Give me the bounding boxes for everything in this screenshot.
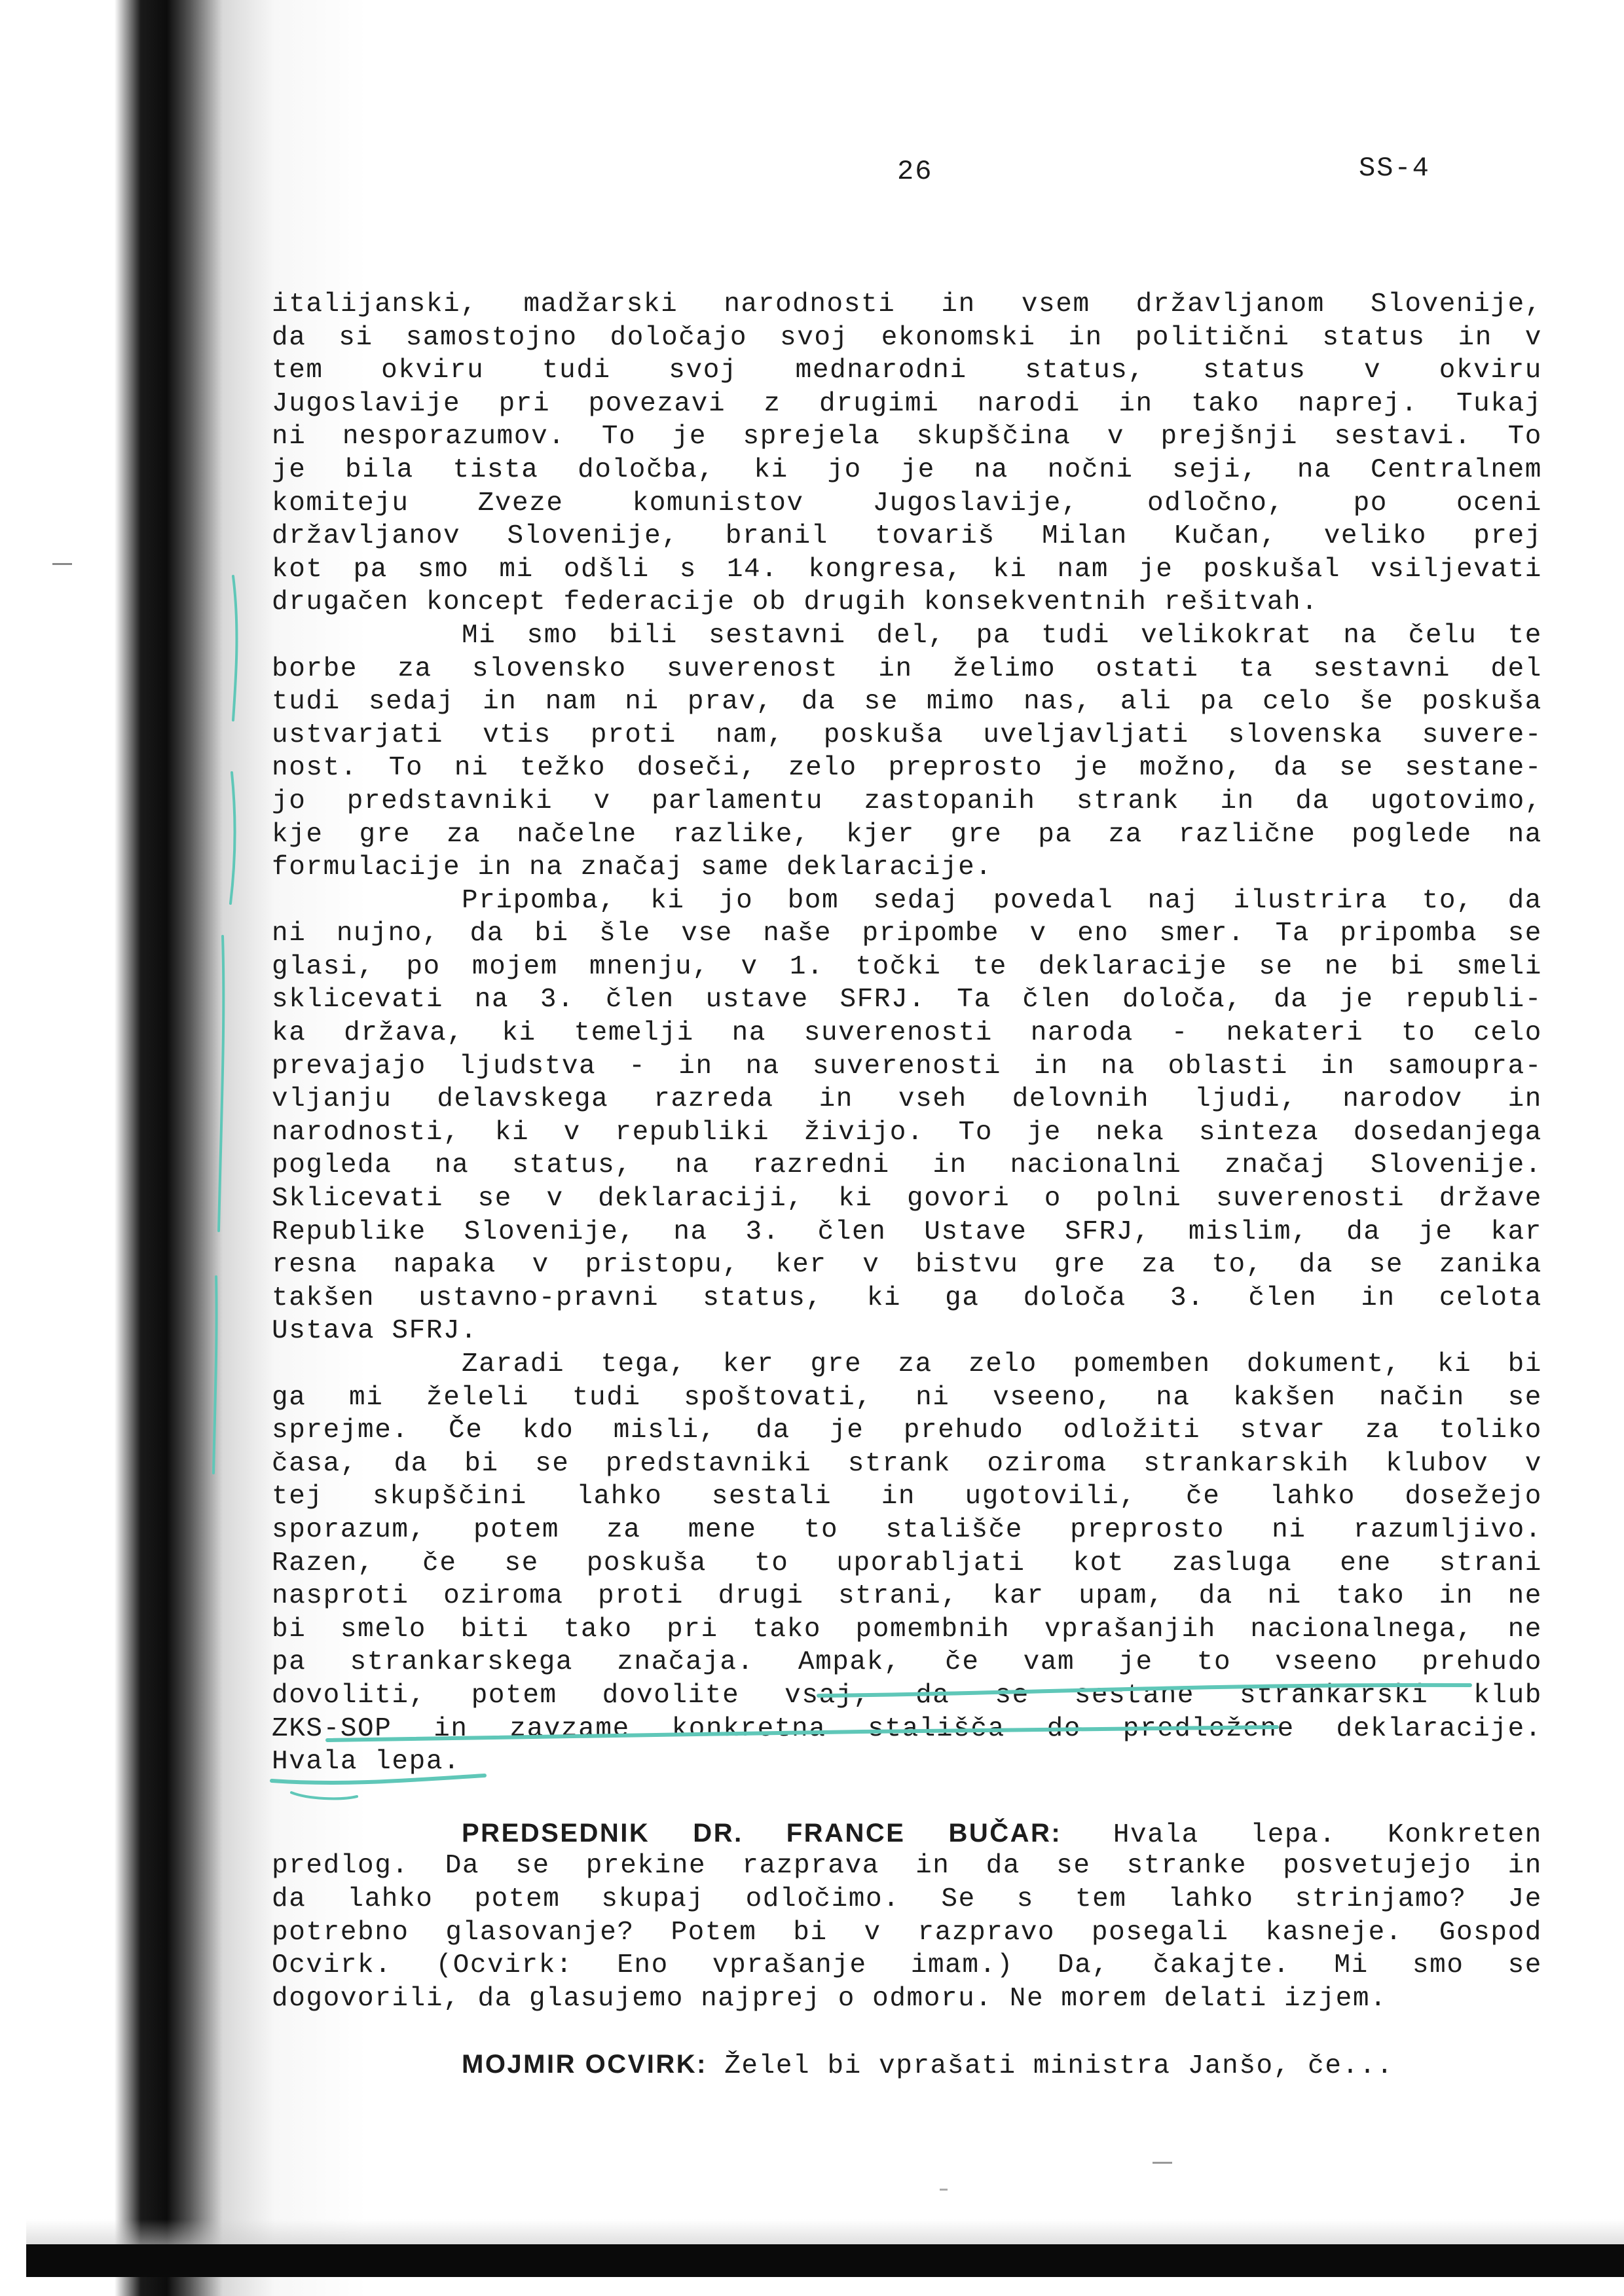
text-line: dovoliti, potem dovolite vsaj, da se sestane strankarski klub <box>272 1680 1542 1711</box>
text-line: prevajajo ljudstva - in na suverenosti in na oblasti in samoupra- <box>272 1051 1542 1082</box>
text-line: predlog. Da se prekine razprava in da se stranke posvetujejo in <box>272 1851 1542 1882</box>
text-line: drugačen koncept federacije ob drugih konsekventnih rešitvah. <box>272 587 1319 618</box>
scan-mark <box>940 2189 948 2191</box>
speech-gap <box>272 2015 1542 2048</box>
speaker-name: MOJMIR OCVIRK: <box>462 2050 707 2079</box>
text-line: sprejme. Če kdo misli, da je prehudo odložiti stvar za toliko <box>272 1415 1542 1446</box>
text-line: da lahko potem skupaj odločimo. Se s tem lahko strinjamo? Je <box>272 1884 1542 1914</box>
paragraph-2 <box>272 619 1542 884</box>
text-line: ka država, ki temelji na suverenosti naroda - nekateri to celo <box>272 1018 1542 1049</box>
text-line: Ustava SFRJ. <box>272 1316 478 1347</box>
text-line: formulacije in na značaj same deklaracije. <box>272 852 993 883</box>
speaker-name: PREDSEDNIK DR. FRANCE BUČAR: <box>462 1818 1062 1848</box>
text-line: italijanski, madžarski narodnosti in vsem državljanom Slovenije, <box>272 289 1542 319</box>
text-line: Mi smo bili sestavni del, pa tudi velikokrat na čelu te <box>462 620 1542 651</box>
text-line: ni nesporazumov. To je sprejela skupščina v prejšnji sestavi. To <box>272 422 1542 452</box>
text-line: Jugoslavije pri povezavi z drugimi narodi in tako naprej. Tukaj <box>272 388 1542 419</box>
text-line: kot pa smo mi odšli s 14. kongresa, ki nam je poskušal vsiljevati <box>272 554 1542 585</box>
text-line: ga mi želeli tudi spoštovati, ni vseeno, na kakšen način se <box>272 1382 1542 1413</box>
text-line: bi smelo biti tako pri tako pomembnih vprašanjih nacionalnega, ne <box>272 1614 1542 1645</box>
page-number: 26 <box>897 156 933 187</box>
text-line: časa, da bi se predstavniki strank oziroma strankarskih klubov v <box>272 1448 1542 1479</box>
text-line: Pripomba, ki jo bom sedaj povedal naj ilustrira to, da <box>462 885 1542 916</box>
speech-bucar <box>272 1817 1542 2016</box>
text-line: pa strankarskega značaja. Ampak, če vam je to vseeno prehudo <box>272 1647 1542 1678</box>
text-line: jo predstavniki v parlamentu zastopanih strank in da ugotovimo, <box>272 786 1542 816</box>
text-line: glasi, po mojem mnenju, v 1. točki te deklaracije se ne bi smeli <box>272 951 1542 982</box>
speech-opening-line <box>272 2048 1542 2081</box>
text-line: kje gre za načelne razlike, kjer gre pa za različne poglede na <box>272 819 1542 850</box>
text-line: državljanov Slovenije, branil tovariš Milan Kučan, veliko prej <box>272 521 1542 552</box>
paragraph-4 <box>272 1348 1542 1779</box>
text-line: tudi sedaj in nam ni prav, da se mimo nas, ali pa celo še poskuša <box>272 687 1542 718</box>
text-line: tem okviru tudi svoj mednarodni status, status v okviru <box>272 355 1542 386</box>
text-line: sklicevati na 3. člen ustave SFRJ. Ta člen določa, da je republi- <box>272 985 1542 1015</box>
text-line: ni nujno, da bi šle vse naše pripombe v eno smer. Ta pripomba se <box>272 919 1542 949</box>
text-line: pogleda na status, na razredni in nacionalni značaj Slovenije. <box>272 1150 1542 1181</box>
text-line: potrebno glasovanje? Potem bi v razpravo posegali kasneje. Gospod <box>272 1917 1542 1948</box>
text-line: da si samostojno določajo svoj ekonomski in politični status in v <box>272 322 1542 353</box>
text-line: komiteju Zveze komunistov Jugoslavije, odločno, po oceni <box>272 488 1542 519</box>
speech-opening-line <box>272 1817 1542 1850</box>
scan-bottom-edge <box>26 2244 1624 2277</box>
text-line: narodnosti, ki v republiki živijo. To je neka sinteza dosedanjega <box>272 1117 1542 1148</box>
document-body <box>272 288 1542 2081</box>
text-line: Zaradi tega, ker gre za zelo pomemben dokument, ki bi <box>462 1349 1542 1379</box>
scan-mark <box>1153 2162 1172 2164</box>
text-line: nost. To ni težko doseči, zelo preprosto je možno, da se sestane- <box>272 753 1542 784</box>
speech-first-line: Hvala lepa. Konkreten <box>1113 1819 1542 1850</box>
text-line: nasproti oziroma proti drugi strani, kar upam, da ni tako in ne <box>272 1581 1542 1612</box>
text-line: Hvala lepa. <box>272 1747 461 1777</box>
text-line: je bila tista določba, ki jo je na nočni seji, na Centralnem <box>272 454 1542 485</box>
paragraph-1 <box>272 288 1542 619</box>
text-line: Republike Slovenije, na 3. člen Ustave SFRJ, mislim, da je kar <box>272 1216 1542 1247</box>
text-line: ustvarjati vtis proti nam, poskuša uveljavljati slovenska suvere- <box>272 720 1542 750</box>
speech-ocvirk <box>272 2048 1542 2081</box>
speech-gap <box>272 1779 1542 1817</box>
speech-first-line: Želel bi vprašati ministra Janšo, če... <box>724 2051 1394 2082</box>
scan-mark <box>52 563 72 565</box>
text-line: takšen ustavno-pravni status, ki ga določa 3. člen in celota <box>272 1283 1542 1313</box>
paragraph-3 <box>272 884 1542 1348</box>
text-line: sporazum, potem za mene to stališče preprosto ni razumljivo. <box>272 1514 1542 1545</box>
scan-bottom-shadow <box>26 2219 1624 2246</box>
text-line: Razen, če se poskuša to uporabljati kot zasluga ene strani <box>272 1548 1542 1578</box>
text-line: Ocvirk. (Ocvirk: Eno vprašanje imam.) Da, čakajte. Mi smo se <box>272 1950 1542 1981</box>
text-line: dogovorili, da glasujemo najprej o odmoru. Ne morem delati izjem. <box>272 1983 1388 2014</box>
text-line: resna napaka v pristopu, ker v bistvu gre za to, da se zanika <box>272 1250 1542 1281</box>
text-line: Sklicevati se v deklaraciji, ki govori o polni suverenosti države <box>272 1184 1542 1214</box>
text-line: vljanju delavskega razreda in vseh delovnih ljudi, narodov in <box>272 1084 1542 1115</box>
text-line: tej skupščini lahko sestali in ugotovili, če lahko dosežejo <box>272 1482 1542 1512</box>
text-line: ZKS-SOP in zavzame konkretna stališča do predložene deklaracije. <box>272 1713 1542 1744</box>
document-code: SS-4 <box>1359 153 1430 184</box>
text-line: borbe za slovensko suverenost in želimo ostati ta sestavni del <box>272 653 1542 684</box>
